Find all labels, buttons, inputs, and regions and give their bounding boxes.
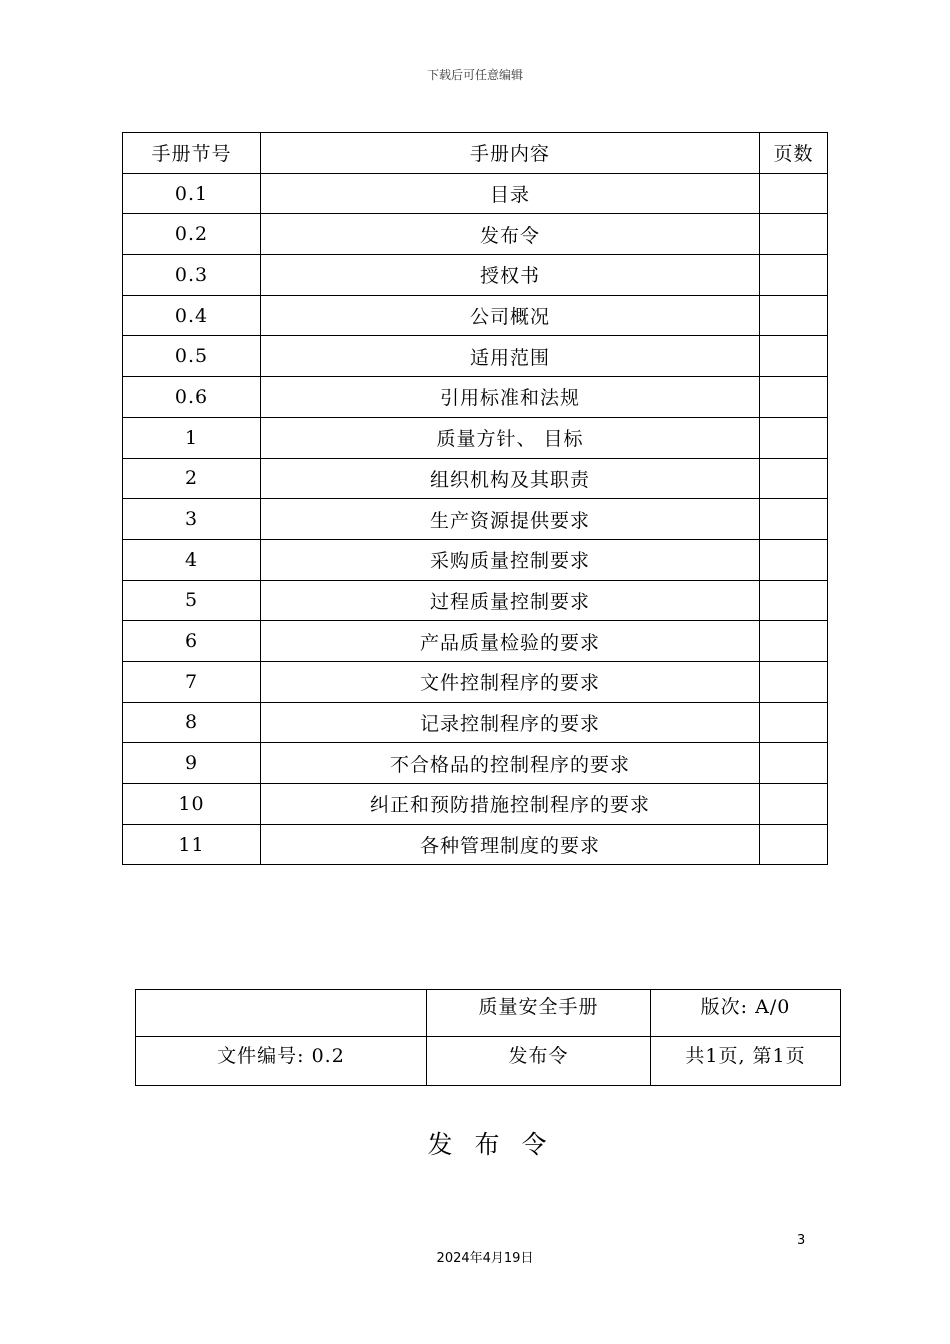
table-row [123, 295, 828, 336]
toc-pages [760, 580, 828, 621]
toc-pages [760, 743, 828, 784]
toc-section: 4 [123, 539, 261, 580]
pagination-label: 共1页, 第1页 [651, 1037, 841, 1086]
toc-pages [760, 784, 828, 825]
toc-content: 不合格品的控制程序的要求 [261, 743, 760, 784]
toc-content: 产品质量检验的要求 [261, 621, 760, 662]
toc-header-pages: 页数 [760, 133, 828, 174]
toc-table [122, 132, 828, 865]
page-number: 3 [797, 1233, 806, 1248]
toc-pages [760, 336, 828, 377]
toc-body [123, 173, 828, 865]
toc-pages [760, 458, 828, 499]
toc-pages [760, 824, 828, 865]
toc-content: 适用范围 [261, 336, 760, 377]
table-row [123, 580, 828, 621]
toc-section: 3 [123, 499, 261, 540]
document-name: 发布令 [427, 1037, 651, 1086]
table-row [123, 743, 828, 784]
footer-date: 2024年4月19日 [436, 1251, 534, 1266]
toc-content: 质量方针、 目标 [261, 417, 760, 458]
header-note: 下载后可任意编辑 [426, 68, 523, 82]
manual-name: 质量安全手册 [427, 990, 651, 1037]
toc-pages [760, 539, 828, 580]
toc-pages [760, 173, 828, 214]
page-title: 发布令 [427, 1130, 569, 1159]
toc-content: 各种管理制度的要求 [261, 824, 760, 865]
toc-section: 0.3 [123, 255, 261, 296]
toc-pages [760, 417, 828, 458]
toc-content: 组织机构及其职责 [261, 458, 760, 499]
toc-content: 过程质量控制要求 [261, 580, 760, 621]
table-row [123, 255, 828, 296]
document-info-table [135, 989, 841, 1086]
document-number: 文件编号: 0.2 [136, 1037, 427, 1086]
table-row [123, 173, 828, 214]
toc-section: 10 [123, 784, 261, 825]
toc-content: 公司概况 [261, 295, 760, 336]
toc-content: 发布令 [261, 214, 760, 255]
toc-content: 纠正和预防措施控制程序的要求 [261, 784, 760, 825]
table-row [123, 702, 828, 743]
table-row [123, 417, 828, 458]
toc-pages [760, 255, 828, 296]
toc-pages [760, 377, 828, 418]
table-row [123, 661, 828, 702]
toc-pages [760, 295, 828, 336]
toc-pages [760, 702, 828, 743]
version-label: 版次: A/0 [651, 990, 841, 1037]
table-row [123, 499, 828, 540]
toc-section: 2 [123, 458, 261, 499]
toc-section: 11 [123, 824, 261, 865]
toc-section: 0.1 [123, 173, 261, 214]
toc-header-section: 手册节号 [123, 133, 261, 174]
table-row [123, 377, 828, 418]
toc-section: 1 [123, 417, 261, 458]
toc-content: 引用标准和法规 [261, 377, 760, 418]
toc-pages [760, 661, 828, 702]
toc-section: 5 [123, 580, 261, 621]
toc-content: 文件控制程序的要求 [261, 661, 760, 702]
toc-header-row [123, 133, 828, 174]
toc-content: 记录控制程序的要求 [261, 702, 760, 743]
toc-pages [760, 621, 828, 662]
toc-header-content: 手册内容 [261, 133, 760, 174]
table-row [123, 214, 828, 255]
toc-section: 0.2 [123, 214, 261, 255]
info-blank-cell [136, 990, 427, 1037]
table-row [136, 990, 841, 1037]
toc-content: 采购质量控制要求 [261, 539, 760, 580]
toc-section: 9 [123, 743, 261, 784]
toc-section: 0.5 [123, 336, 261, 377]
toc-content: 授权书 [261, 255, 760, 296]
toc-pages [760, 214, 828, 255]
table-row [123, 336, 828, 377]
toc-content: 生产资源提供要求 [261, 499, 760, 540]
toc-section: 8 [123, 702, 261, 743]
table-row [123, 621, 828, 662]
toc-section: 6 [123, 621, 261, 662]
toc-section: 7 [123, 661, 261, 702]
toc-section: 0.6 [123, 377, 261, 418]
toc-section: 0.4 [123, 295, 261, 336]
toc-content: 目录 [261, 173, 760, 214]
table-row [123, 458, 828, 499]
table-row [136, 1037, 841, 1086]
table-row [123, 539, 828, 580]
table-row [123, 784, 828, 825]
table-row [123, 824, 828, 865]
toc-pages [760, 499, 828, 540]
